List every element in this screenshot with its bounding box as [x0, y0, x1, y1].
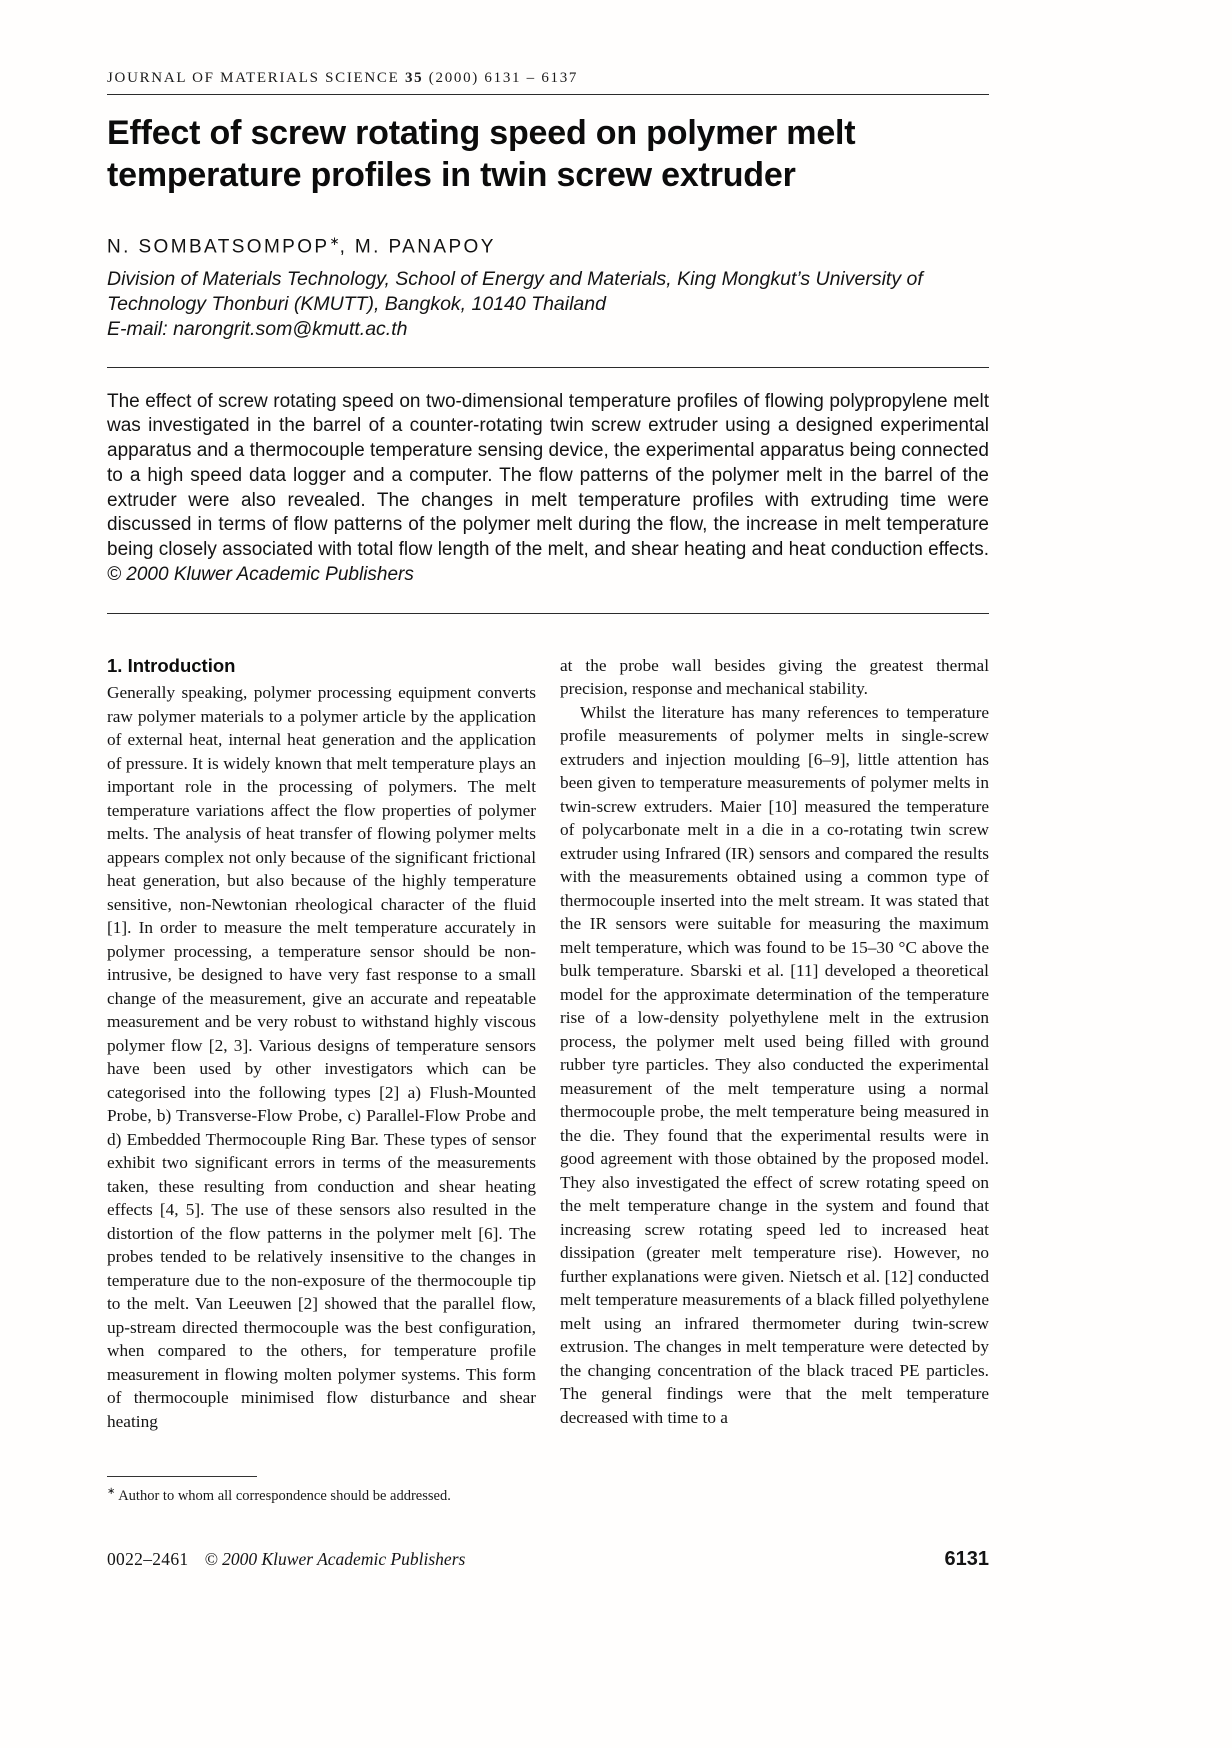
journal-header	[107, 70, 989, 87]
intro-paragraph-col2: Whilst the literature has many references to temperature profile measurements of polymer melts in single-screw extruders and injection moulding [6–9], little attention has been given to temperature measurements of polymer melts in twin-screw extruders. Maier [10] measured the temperature of polycarbonate melt in a die in a co-rotating twin screw extruder using Infrared (IR) sensors and compared the results with the measurements obtained using a common type of thermocouple inserted into the melt stream. It was stated that the IR sensors were suitable for measuring the maximum melt temperature, which was found to be 15–30 °C above the bulk temperature. Sbarski et al. [11] developed a theoretical model for the approximate determination of the temperature rise of a low-density polyethylene melt in the extrusion process, the polymer melt used being filled with ground rubber tyre particles. They also conducted the experimental measurement of the melt temperature using a normal thermocouple probe, the melt temperature being measured in the die. They found that the experimental results were in good agreement with those obtained by the proposed model. They also investigated the effect of screw rotating speed on the melt temperature change in the system and found that increasing screw rotating speed led to increased heat dissipation (greater melt temperature rise). However, no further explanations were given. Nietsch et al. [12] conducted melt temperature measurements of a black filled polyethylene melt using an infrared thermometer during twin-screw extrusion. The changes in melt temperature were detected by the changing concentration of the black traced PE particles. The general findings were that the melt temperature decreased with time to a	[560, 702, 989, 1427]
section-heading-introduction: 1. Introduction	[107, 654, 236, 676]
journal-volume: 35	[404, 70, 424, 86]
page-number: 6131	[944, 1548, 989, 1570]
paper-title: Effect of screw rotating speed on polymer melt temperature profiles in twin screw extruder	[107, 114, 856, 195]
footnote-rule	[107, 1476, 257, 1477]
affiliation: Division of Materials Technology, School of Energy and Materials, King Mongkut’s University of Technology Thonburi (KMUTT), Bangkok, 10140 Thailand	[107, 267, 923, 315]
intro-paragraph-col2-continuation: at the probe wall besides giving the greatest thermal precision, response and mechanical stability.	[560, 655, 989, 699]
correspondence-marker: ∗	[329, 234, 340, 249]
authors-line	[107, 234, 989, 258]
abstract-copyright: © 2000 Kluwer Academic Publishers	[107, 564, 414, 586]
footer-copyright: © 2000 Kluwer Academic Publishers	[204, 1549, 466, 1569]
abstract-bottom-rule	[107, 613, 989, 614]
left-column	[107, 654, 536, 1434]
author-1: N. SOMBATSOMPOP	[107, 236, 330, 258]
author-2: , M. PANAPOY	[339, 236, 496, 258]
journal-issue-info: (2000) 6131 – 6137	[423, 70, 579, 86]
journal-name: JOURNAL OF MATERIALS SCIENCE	[107, 70, 405, 86]
issn: 0022–2461	[107, 1549, 189, 1569]
body-columns	[107, 654, 989, 1434]
email-line: E-mail: narongrit.som@kmutt.ac.th	[107, 317, 408, 340]
footnote-text: Author to whom all correspondence should be addressed.	[115, 1487, 451, 1504]
footer-left	[107, 1549, 465, 1570]
abstract	[107, 390, 989, 588]
footnote	[107, 1476, 451, 1505]
footnote-marker: ∗	[107, 1486, 116, 1497]
right-column	[560, 654, 989, 1434]
intro-paragraph-col1: Generally speaking, polymer processing equipment converts raw polymer materials to a polymer article by the application of external heat, internal heat generation and the application of pressure. It is widely known that melt temperature plays an important role in the processing of polymers. The melt temperature variations affect the flow properties of polymer melts. The analysis of heat transfer of flowing polymer melts appears complex not only because of the significant frictional heat generation, but also because of the highly temperature sensitive, non-Newtonian rheological character of the fluid [1]. In order to measure the melt temperature accurately in polymer processing, a temperature sensor should be non-intrusive, be designed to have very fast response to a small change of the measurement, give an accurate and repeatable measurement and be very robust to withstand highly viscous polymer flow [2, 3]. Various designs of temperature sensors have been used by other investigators which can be categorised into the following types [2] a) Flush-Mounted Probe, b) Transverse-Flow Probe, c) Parallel-Flow Probe and d) Embedded Thermocouple Ring Bar. These types of sensor exhibit two significant errors in terms of the measurements taken, these resulting from conduction and shear heating effects [4, 5]. The use of these sensors also resulted in the distortion of the flow patterns in the polymer melt [6]. The probes tended to be relatively insensitive to the changes in temperature due to the non-exposure of the thermocouple tip to the melt. Van Leeuwen [2] showed that the parallel flow, up-stream directed thermocouple was the best configuration, when compared to the others, for temperature profile measurement in flowing molten polymer systems. This form of thermocouple minimised flow disturbance and shear heating	[107, 683, 536, 1431]
abstract-top-rule	[107, 367, 989, 368]
header-rule	[107, 94, 989, 95]
page-footer	[107, 1548, 989, 1571]
abstract-text: The effect of screw rotating speed on two-dimensional temperature profiles of flowing polypropylene melt was investigated in the barrel of a counter-rotating twin screw extruder using a designed experimental apparatus and a thermocouple temperature sensing device, the experimental apparatus being connected to a high speed data logger and a computer. The flow patterns of the polymer melt in the barrel of the extruder were also revealed. The changes in melt temperature profiles with extruding time were discussed in terms of flow patterns of the polymer melt during the flow, the increase in melt temperature being closely associated with total flow length of the melt, and shear heating and heat conduction effects.	[107, 390, 989, 561]
